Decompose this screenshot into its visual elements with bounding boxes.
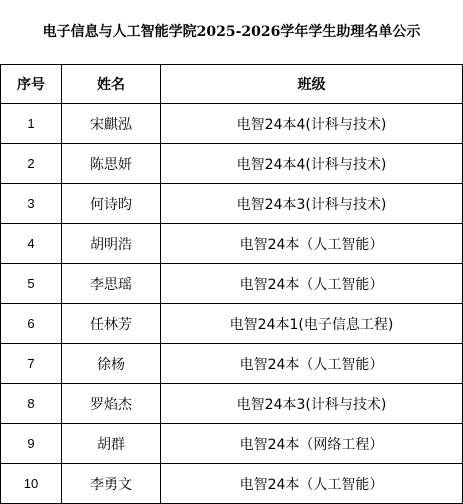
row-name: 李思瑶 (62, 264, 161, 304)
table-header-row (1, 65, 463, 104)
row-class: 电智24本（人工智能） (161, 344, 463, 384)
row-seq: 1 (1, 104, 62, 144)
row-name: 徐杨 (62, 344, 161, 384)
student-assistant-table (0, 64, 463, 504)
row-class: 电智24本3(计科与技术) (161, 184, 463, 224)
table-row (1, 304, 463, 344)
header-name: 姓名 (62, 65, 161, 104)
row-seq: 5 (1, 264, 62, 304)
row-class: 电智24本4(计科与技术) (161, 104, 463, 144)
row-name: 胡明浩 (62, 224, 161, 264)
table-row (1, 424, 463, 464)
row-class: 电智24本（人工智能） (161, 264, 463, 304)
row-name: 罗焰杰 (62, 384, 161, 424)
row-name: 何诗昀 (62, 184, 161, 224)
row-class: 电智24本（人工智能） (161, 224, 463, 264)
row-name: 宋麒泓 (62, 104, 161, 144)
row-class: 电智24本（网络工程） (161, 424, 463, 464)
row-name: 陈思妍 (62, 144, 161, 184)
row-seq: 8 (1, 384, 62, 424)
row-seq: 7 (1, 344, 62, 384)
table-row (1, 184, 463, 224)
row-seq: 9 (1, 424, 62, 464)
row-name: 李勇文 (62, 464, 161, 504)
row-name: 任林芳 (62, 304, 161, 344)
row-seq: 6 (1, 304, 62, 344)
table-row (1, 464, 463, 504)
table-row (1, 384, 463, 424)
row-class: 电智24本4(计科与技术) (161, 144, 463, 184)
row-class: 电智24本1(电子信息工程) (161, 304, 463, 344)
row-seq: 10 (1, 464, 62, 504)
row-class: 电智24本（人工智能） (161, 464, 463, 504)
header-class: 班级 (161, 65, 463, 104)
row-seq: 3 (1, 184, 62, 224)
header-seq: 序号 (1, 65, 62, 104)
table-row (1, 144, 463, 184)
row-seq: 2 (1, 144, 62, 184)
table-row (1, 264, 463, 304)
table-row (1, 224, 463, 264)
document-title: 电子信息与人工智能学院2025-2026学年学生助理名单公示 (42, 24, 421, 40)
table-row (1, 104, 463, 144)
table-row (1, 344, 463, 384)
row-seq: 4 (1, 224, 62, 264)
row-class: 电智24本3(计科与技术) (161, 384, 463, 424)
row-name: 胡群 (62, 424, 161, 464)
